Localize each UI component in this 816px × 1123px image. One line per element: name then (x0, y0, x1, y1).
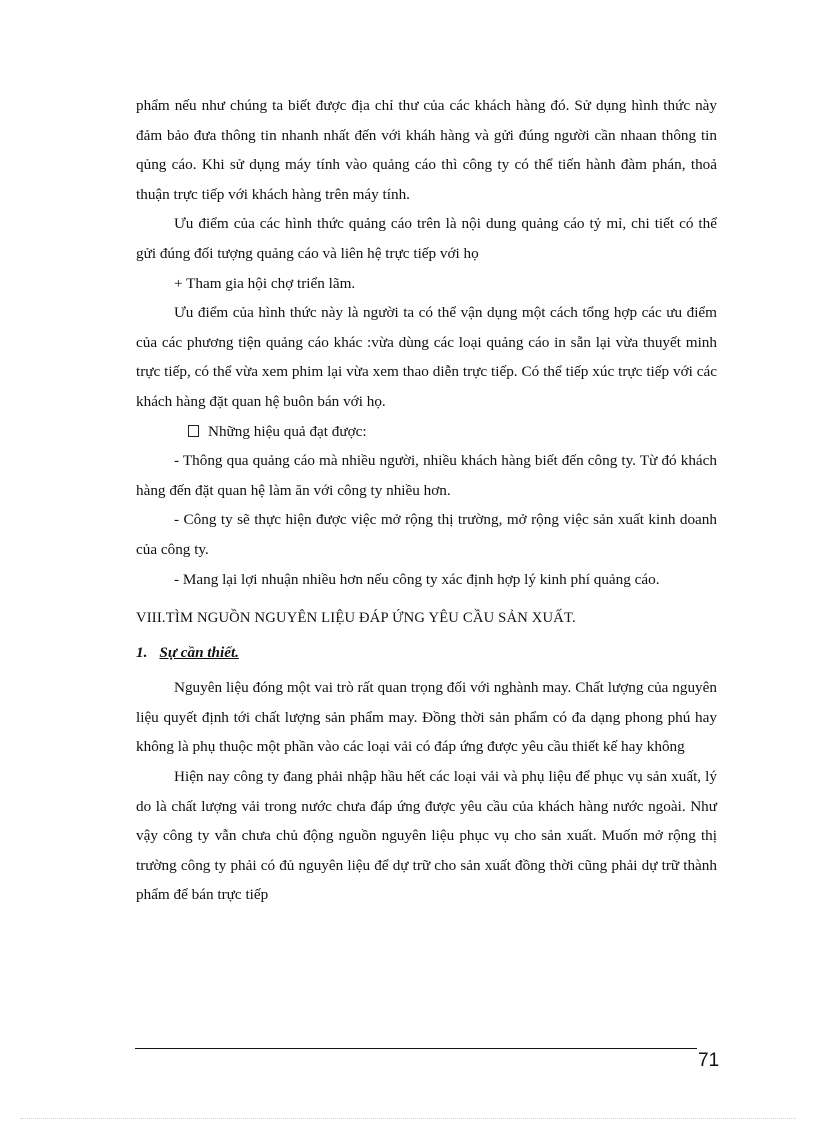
paragraph-current-situation: Hiện nay công ty đang phải nhập hầu hết các loại vải và phụ liệu để phục vụ sản xuất, lý do là chất lượng vải trong nước chưa đáp ứng được yêu cầu của khách hàng nước ngoài. Như vậy công ty vẫn chưa chủ động nguồn nguyên liệu phục vụ cho sản xuất. Muốn mở rộng thị trường công ty phải có đủ nguyên liệu để dự trữ cho sản xuất đồng thời cũng phải dự trữ thành phẩm để bán trực tiếp (136, 768, 717, 904)
paragraph-advantages: Ưu điểm của các hình thức quảng cáo trên là nội dung quảng cáo tỷ mỉ, chi tiết có thể gửi đúng đối tượng quảng cáo và liên hệ trực tiếp với họ (136, 215, 717, 262)
paragraph-result-2: - Công ty sẽ thực hiện được việc mở rộng thị trường, mở rộng việc sản xuất kinh doanh của công ty. (136, 511, 717, 558)
checkbox-bullet-icon (188, 425, 199, 437)
section-heading: VIII.TÌM NGUỒN NGUYÊN LIỆU ĐÁP ỨNG YÊU CẦU SẢN XUẤT. (136, 610, 576, 627)
body-text (136, 91, 717, 910)
subsection-title: Sự cần thiết. (159, 643, 239, 661)
paragraph-trade-fair: + Tham gia hội chợ triển lãm. (174, 274, 356, 292)
paragraph-result-1: - Thông qua quảng cáo mà nhiều người, nhiều khách hàng biết đến công ty. Từ đó khách hàng đến đặt quan hệ làm ăn với công ty nhiều hơn. (136, 452, 717, 499)
subsection-heading (136, 638, 717, 668)
page-edge-divider (20, 1118, 796, 1119)
page-number: 71 (698, 1050, 720, 1071)
bullet-results (136, 417, 717, 447)
paragraph-necessity: Nguyên liệu đóng một vai trò rất quan trọng đối với nghành may. Chất lượng của nguyên liệu quyết định tới chất lượng sản phẩm may. Đồng thời sản phẩm có đa dạng phong phú hay không là phụ thuộc một phần vào các loại vải có đáp ứng được yêu cầu thiết kế hay không (136, 679, 717, 756)
subsection-number: 1. (136, 643, 148, 661)
bullet-results-label: Những hiệu quả đạt được: (208, 422, 367, 440)
paragraph-fair-advantages: Ưu điểm của hình thức này là người ta có thể vận dụng một cách tổng hợp các ưu điểm của các phương tiện quảng cáo khác :vừa dùng các loại quảng cáo in sẵn lại vừa thuyết minh trực tiếp, có thể vừa xem phim lại vừa xem thao diễn trực tiếp. Có thể tiếp xúc trực tiếp với các khách hàng đặt quan hệ buôn bán với họ. (136, 304, 717, 410)
paragraph-result-3: - Mang lại lợi nhuận nhiều hơn nếu công ty xác định hợp lý kinh phí quảng cáo. (174, 570, 660, 588)
footer-rule (135, 1048, 697, 1049)
paragraph-continuation: phẩm nếu như chúng ta biết được địa chỉ thư của các khách hàng đó. Sử dụng hình thức này đảm bảo đưa thông tin nhanh nhất đến với kháh hàng và gửi đúng người cần nhaan thông tin qủng cáo. Khi sử dụng máy tính vào quảng cáo thì công ty có thể tiến hành đàm phán, thoả thuận trực tiếp với khách hàng trên máy tính. (136, 97, 717, 203)
